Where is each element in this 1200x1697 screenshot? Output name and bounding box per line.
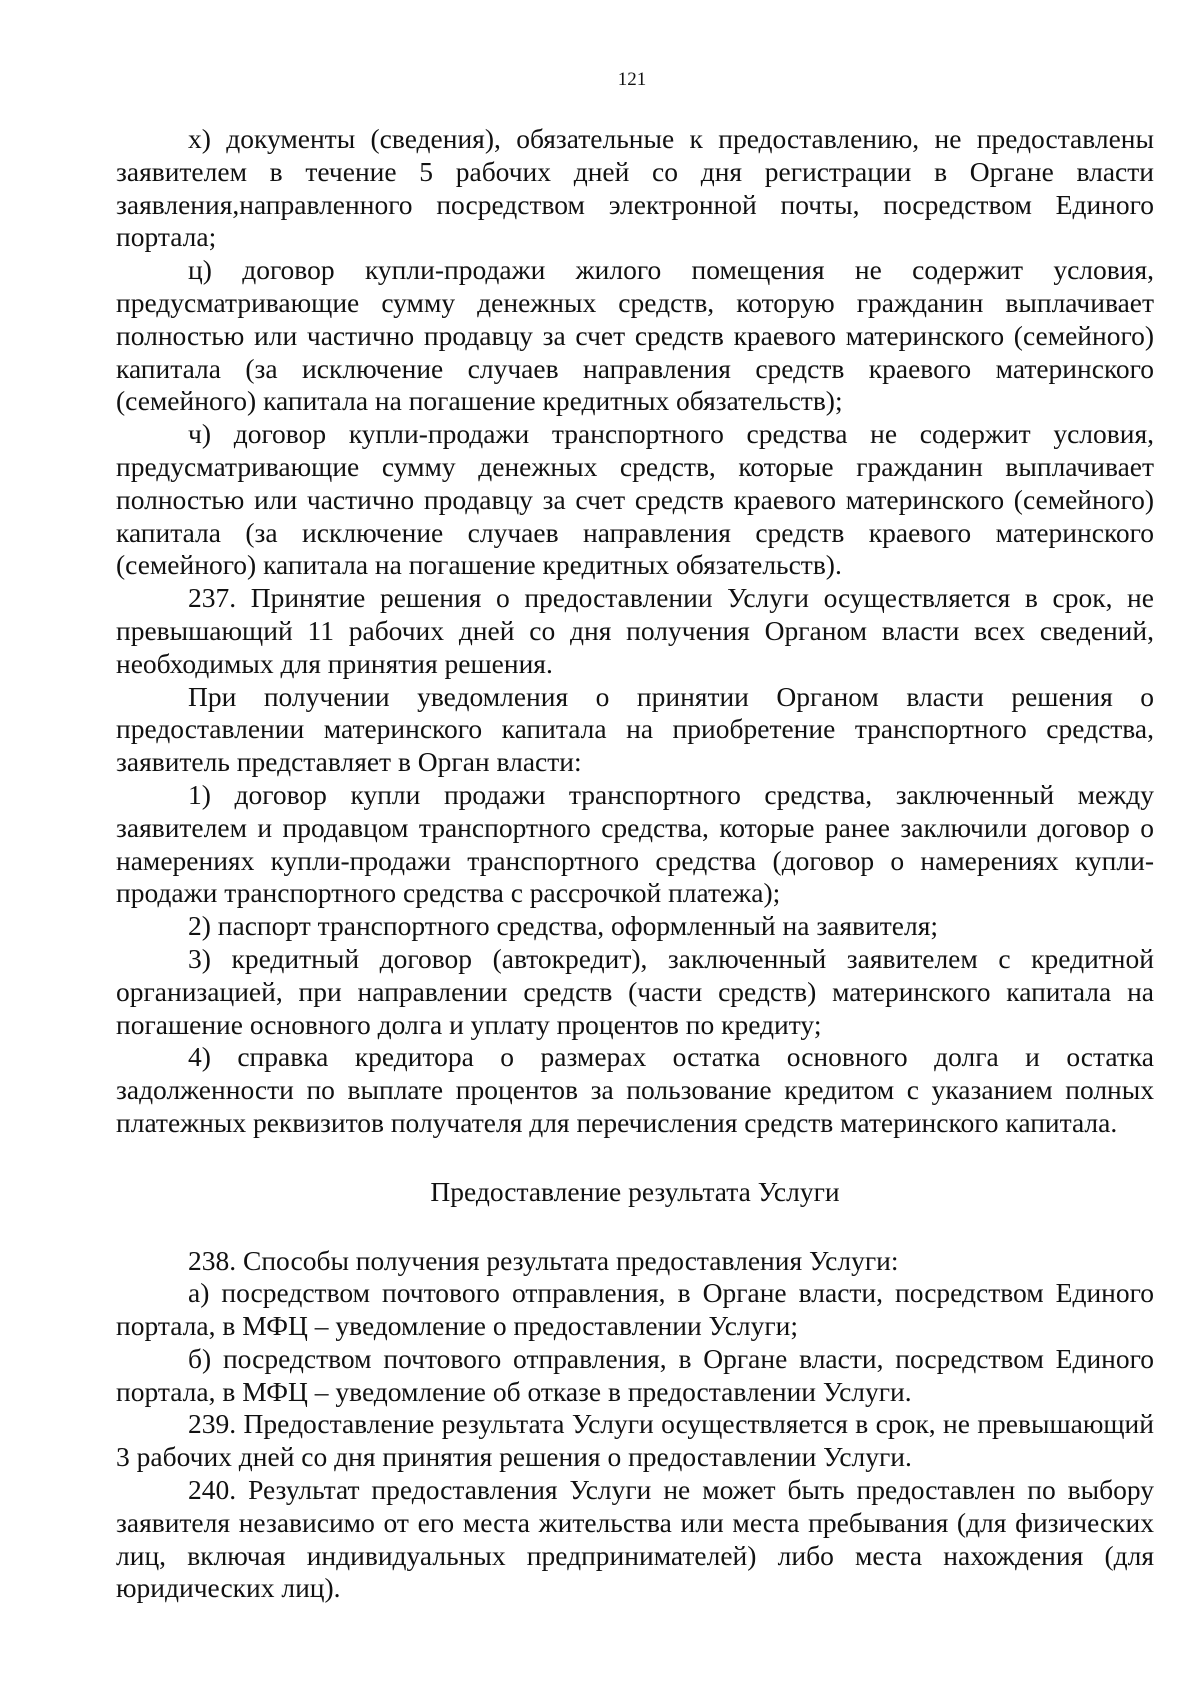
list-item-3: 3) кредитный договор (автокредит), заключенный заявителем с кредитной организацией, при направлении средств (части средств) материнского капитала на погашение основного долга и уплату процентов по кредиту; (116, 942, 1154, 1040)
section-heading: Предоставление результата Услуги (430, 1175, 840, 1207)
paragraph-238-b: б) посредством почтового отправления, в Органе власти, посредством Единого портала, в МФЦ – уведомление об отказе в предоставлении Услуги. (116, 1342, 1154, 1407)
list-item-4: 4) справка кредитора о размерах остатка основного долга и остатка задолженности по выплате процентов за пользование кредитом с указанием полных платежных реквизитов получателя для перечисления средств материнского капитала. (116, 1041, 1154, 1138)
paragraph-item-ch: ч) договор купли-продажи транспортного средства не содержит условия, предусматривающие сумму денежных средств, которые гражданин выплачивает полностью или частично продавцу за счет средств краевого материнского (семейного) капитала (за исключение случаев направления средств краевого материнского (семейного) капитала на погашение кредитных обязательств). (116, 418, 1154, 581)
list-item-1: 1) договор купли продажи транспортного средства, заключенный между заявителем и продавцом транспортного средства, которые ранее заключили договор о намерениях купли-продажи транспортного средства (договор о намерениях купли-продажи транспортного средства с рассрочкой платежа); (116, 778, 1154, 909)
paragraph-238: 238. Способы получения результата предоставления Услуги: (188, 1244, 899, 1276)
paragraph-238-a: а) посредством почтового отправления, в Органе власти, посредством Единого портала, в МФЦ – уведомление о предоставлении Услуги; (116, 1277, 1154, 1342)
paragraph-item-x: х) документы (сведения), обязательные к предоставлению, не предоставлены заявителем в течение 5 рабочих дней со дня регистрации в Органе власти заявления,направленного посредством электронной почты, посредством Единого портала; (116, 123, 1154, 253)
page-number: 121 (617, 69, 647, 90)
paragraph-240: 240. Результат предоставления Услуги не может быть предоставлен по выбору заявителя независимо от его места жительства или места пребывания (для физических лиц, включая индивидуальных предпринимателей) либо места нахождения (для юридических лиц). (116, 1474, 1154, 1604)
list-item-2: 2) паспорт транспортного средства, оформленный на заявителя; (188, 910, 938, 942)
paragraph-notification: При получении уведомления о принятии Органом власти решения о предоставлении материнского капитала на приобретение транспортного средства, заявитель представляет в Орган власти: (116, 680, 1154, 778)
document-body (116, 123, 1154, 1605)
paragraph-item-ts: ц) договор купли-продажи жилого помещения не содержит условия, предусматривающие сумму денежных средств, которую гражданин выплачивает полностью или частично продавцу за счет средств краевого материнского (семейного) капитала (за исключение случаев направления средств краевого материнского (семейного) капитала на погашение кредитных обязательств); (116, 254, 1154, 417)
paragraph-237: 237. Принятие решения о предоставлении Услуги осуществляется в срок, не превышающий 11 рабочих дней со дня получения Органом власти всех сведений, необходимых для принятия решения. (116, 582, 1154, 679)
paragraph-239: 239. Предоставление результата Услуги осуществляется в срок, не превышающий 3 рабочих дней со дня принятия решения о предоставлении Услуги. (116, 1408, 1154, 1473)
